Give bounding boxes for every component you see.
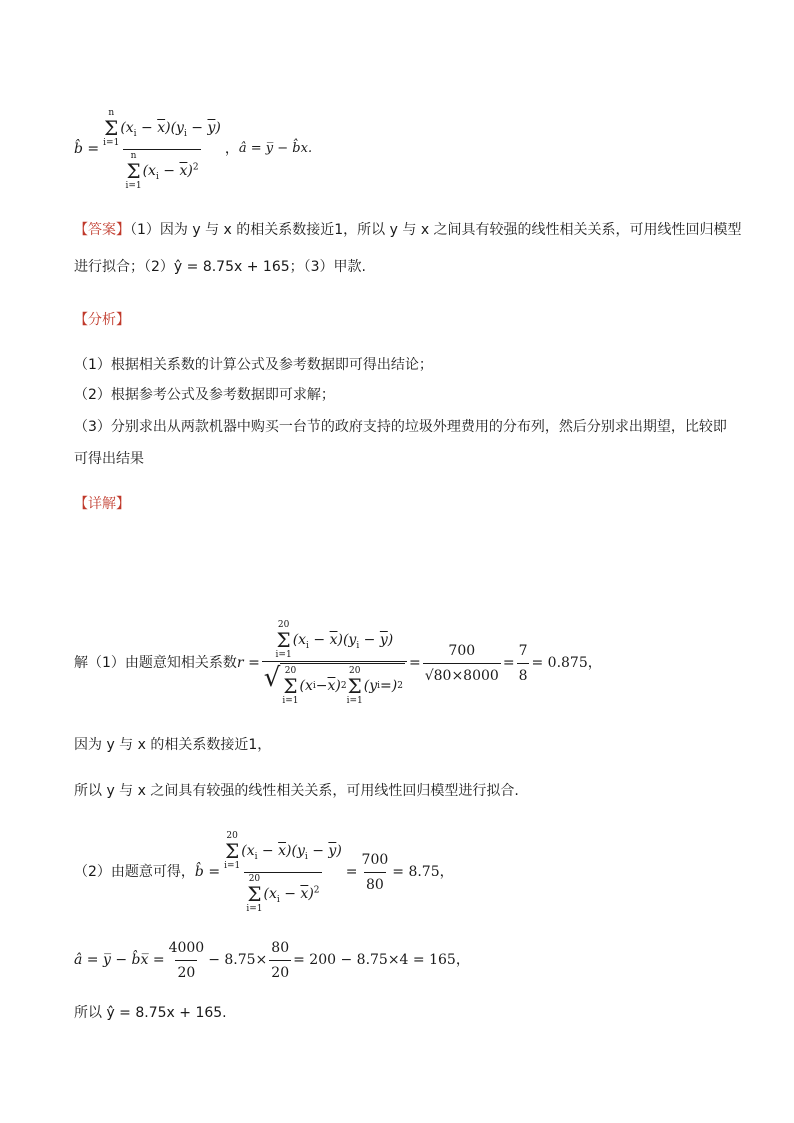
a-hat-formula: â = y̅ − b̂x. (238, 141, 313, 156)
conclusion-2: 所以 y 与 x 之间具有较强的线性相关关系，可用线性回归模型进行拟合. (74, 783, 519, 799)
answer-line-1: 【答案】（1）因为 y 与 x 的相关系数接近1，所以 y 与 x 之间具有较强的线性相关关系，可用线性回归模型 (74, 222, 742, 238)
b-hat-symbol: b̂ = (74, 141, 100, 157)
final-regression: 所以 ŷ = 8.75x + 165. (74, 1005, 227, 1021)
answer-tag: 【答案】 (74, 222, 130, 238)
correlation-formula: 解（1）由题意知相关系数 r = 20 Σ i=1 $(x_i - \overline{x})(y_i - \overline{y})$ √ 20 Σ i=1 (x i − $\overline{x}$ ) 2 20 Σ i=1 (y i =) 2 = $\frac{700}{√80\times 8000}$ = $\frac{7}{8}$ = 0.875， (74, 620, 602, 706)
r-fraction: 20 Σ i=1 $(x_i - \overline{x})(y_i - \overline{y})$ √ 20 Σ i=1 (x i − $\overline{x}$ ) 2 20 Σ i=1 (y i =) 2 (262, 620, 407, 706)
analysis-item-1: （1）根据相关系数的计算公式及参考数据即可得出结论； (74, 357, 433, 373)
analysis-item-4: 可得出结果 (74, 451, 144, 467)
conclusion-1: 因为 y 与 x 的相关系数接近1， (74, 737, 272, 753)
analysis-tag: 【分析】 (74, 312, 130, 328)
slope-fraction: 20 Σ i=1 $(x_i - \overline{x})(y_i - \overline{y})$ 20 Σ i=1 $(x_i - \overline{x})^2$ (224, 830, 342, 914)
analysis-item-2: （2）根据参考公式及参考数据即可求解； (74, 387, 335, 403)
slope-formula: （2）由题意可得， b̂ = 20 Σ i=1 $(x_i - \overline{x})(y_i - \overline{y})$ 20 Σ i=1 $(x_i - \overline{x})^2$ = $\frac{700}{80}$ = 8.75， (74, 830, 454, 914)
b-hat-fraction: n Σ i=1 $(x_i - \overline{x})(y_i - \overline{y})$ n Σ i=1 $(x_i - \overline{x})^2$ (103, 107, 221, 191)
formula-b-hat: b̂ = n Σ i=1 $(x_i - \overline{x})(y_i - \overline{y})$ n Σ i=1 $(x_i - \overline{x})^2$ ， â = y̅ − b̂x. (74, 107, 313, 191)
analysis-item-3: （3）分别求出从两款机器中购买一台节的政府支持的垃圾外理费用的分布列，然后分别求出期望，比较即 (74, 419, 727, 435)
intercept-formula: â = y̅ − b̂x̅ = $\frac{4000}{20}$ − 8.75× $\frac{80}{20}$ = 200 − 8.75×4 = 165， (74, 938, 470, 982)
answer-line-2: 进行拟合；（2）ŷ = 8.75x + 165；（3）甲款. (74, 259, 366, 275)
detail-tag: 【详解】 (74, 496, 130, 512)
